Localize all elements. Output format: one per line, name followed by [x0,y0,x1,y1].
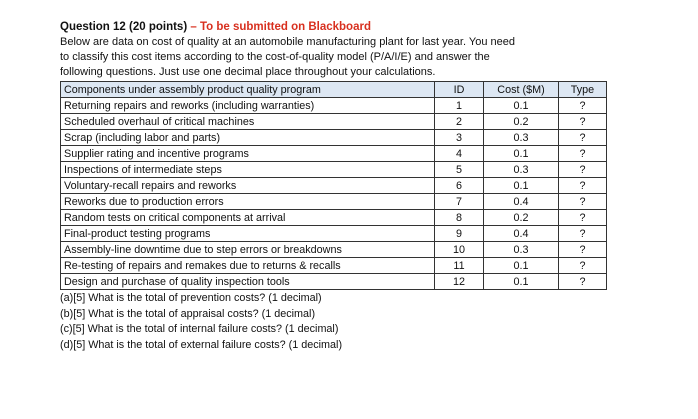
component-cell: Re-testing of repairs and remakes due to returns & recalls [61,258,435,274]
table-row [61,274,607,290]
component-cell: Returning repairs and reworks (including warranties) [61,98,435,114]
sub-questions [60,291,620,353]
header-components: Components under assembly product quality program [61,82,435,98]
cost-cell: 0.1 [484,178,559,194]
id-cell: 5 [435,162,484,178]
table-row [61,210,607,226]
type-cell: ? [559,146,607,162]
table-row [61,194,607,210]
header-type: Type [559,82,607,98]
type-cell: ? [559,178,607,194]
cost-cell: 0.3 [484,162,559,178]
header-cost: Cost ($M) [484,82,559,98]
type-cell: ? [559,194,607,210]
component-cell: Design and purchase of quality inspection tools [61,274,435,290]
table-row [61,226,607,242]
id-cell: 8 [435,210,484,226]
component-cell: Voluntary-recall repairs and reworks [61,178,435,194]
component-cell: Assembly-line downtime due to step errors or breakdowns [61,242,435,258]
table-row [61,114,607,130]
intro-line: following questions. Just use one decimal place throughout your calculations. [60,66,436,78]
type-cell: ? [559,242,607,258]
component-cell: Reworks due to production errors [61,194,435,210]
cost-cell: 0.1 [484,274,559,290]
question-intro [60,35,620,80]
component-cell: Scheduled overhaul of critical machines [61,114,435,130]
cost-cell: 0.1 [484,146,559,162]
id-cell: 10 [435,242,484,258]
type-cell: ? [559,258,607,274]
table-header-row [61,82,607,98]
header-id: ID [435,82,484,98]
table-row [61,178,607,194]
cost-cell: 0.2 [484,210,559,226]
intro-line: Below are data on cost of quality at an automobile manufacturing plant for last year. You need [60,36,515,48]
type-cell: ? [559,162,607,178]
cost-cell: 0.2 [484,114,559,130]
type-cell: ? [559,130,607,146]
type-cell: ? [559,226,607,242]
table-row [61,258,607,274]
sub-question-b: (b)[5] What is the total of appraisal costs? (1 decimal) [60,307,316,320]
question-number: Question 12 (20 points) [60,21,188,33]
cost-table [60,81,607,290]
type-cell: ? [559,98,607,114]
question-heading [60,20,620,35]
component-cell: Final-product testing programs [61,226,435,242]
question-document [60,20,620,353]
cost-cell: 0.4 [484,226,559,242]
id-cell: 9 [435,226,484,242]
id-cell: 1 [435,98,484,114]
cost-cell: 0.3 [484,242,559,258]
type-cell: ? [559,210,607,226]
id-cell: 3 [435,130,484,146]
id-cell: 4 [435,146,484,162]
table-row [61,146,607,162]
id-cell: 6 [435,178,484,194]
submission-note: – To be submitted on Blackboard [187,21,371,33]
id-cell: 7 [435,194,484,210]
component-cell: Supplier rating and incentive programs [61,146,435,162]
component-cell: Inspections of intermediate steps [61,162,435,178]
component-cell: Scrap (including labor and parts) [61,130,435,146]
type-cell: ? [559,114,607,130]
type-cell: ? [559,274,607,290]
cost-cell: 0.1 [484,98,559,114]
table-row [61,242,607,258]
table-row [61,98,607,114]
cost-cell: 0.4 [484,194,559,210]
cost-cell: 0.1 [484,258,559,274]
cost-cell: 0.3 [484,130,559,146]
table-row [61,130,607,146]
id-cell: 11 [435,258,484,274]
sub-question-a: (a)[5] What is the total of prevention costs? (1 decimal) [60,292,322,304]
id-cell: 2 [435,114,484,130]
component-cell: Random tests on critical components at arrival [61,210,435,226]
table-row [61,162,607,178]
sub-question-c: (c)[5] What is the total of internal failure costs? (1 decimal) [60,323,339,335]
intro-line: to classify this cost items according to the cost-of-quality model (P/A/I/E) and answer the [60,51,490,63]
sub-question-d: (d)[5] What is the total of external failure costs? (1 decimal) [60,338,343,351]
id-cell: 12 [435,274,484,290]
